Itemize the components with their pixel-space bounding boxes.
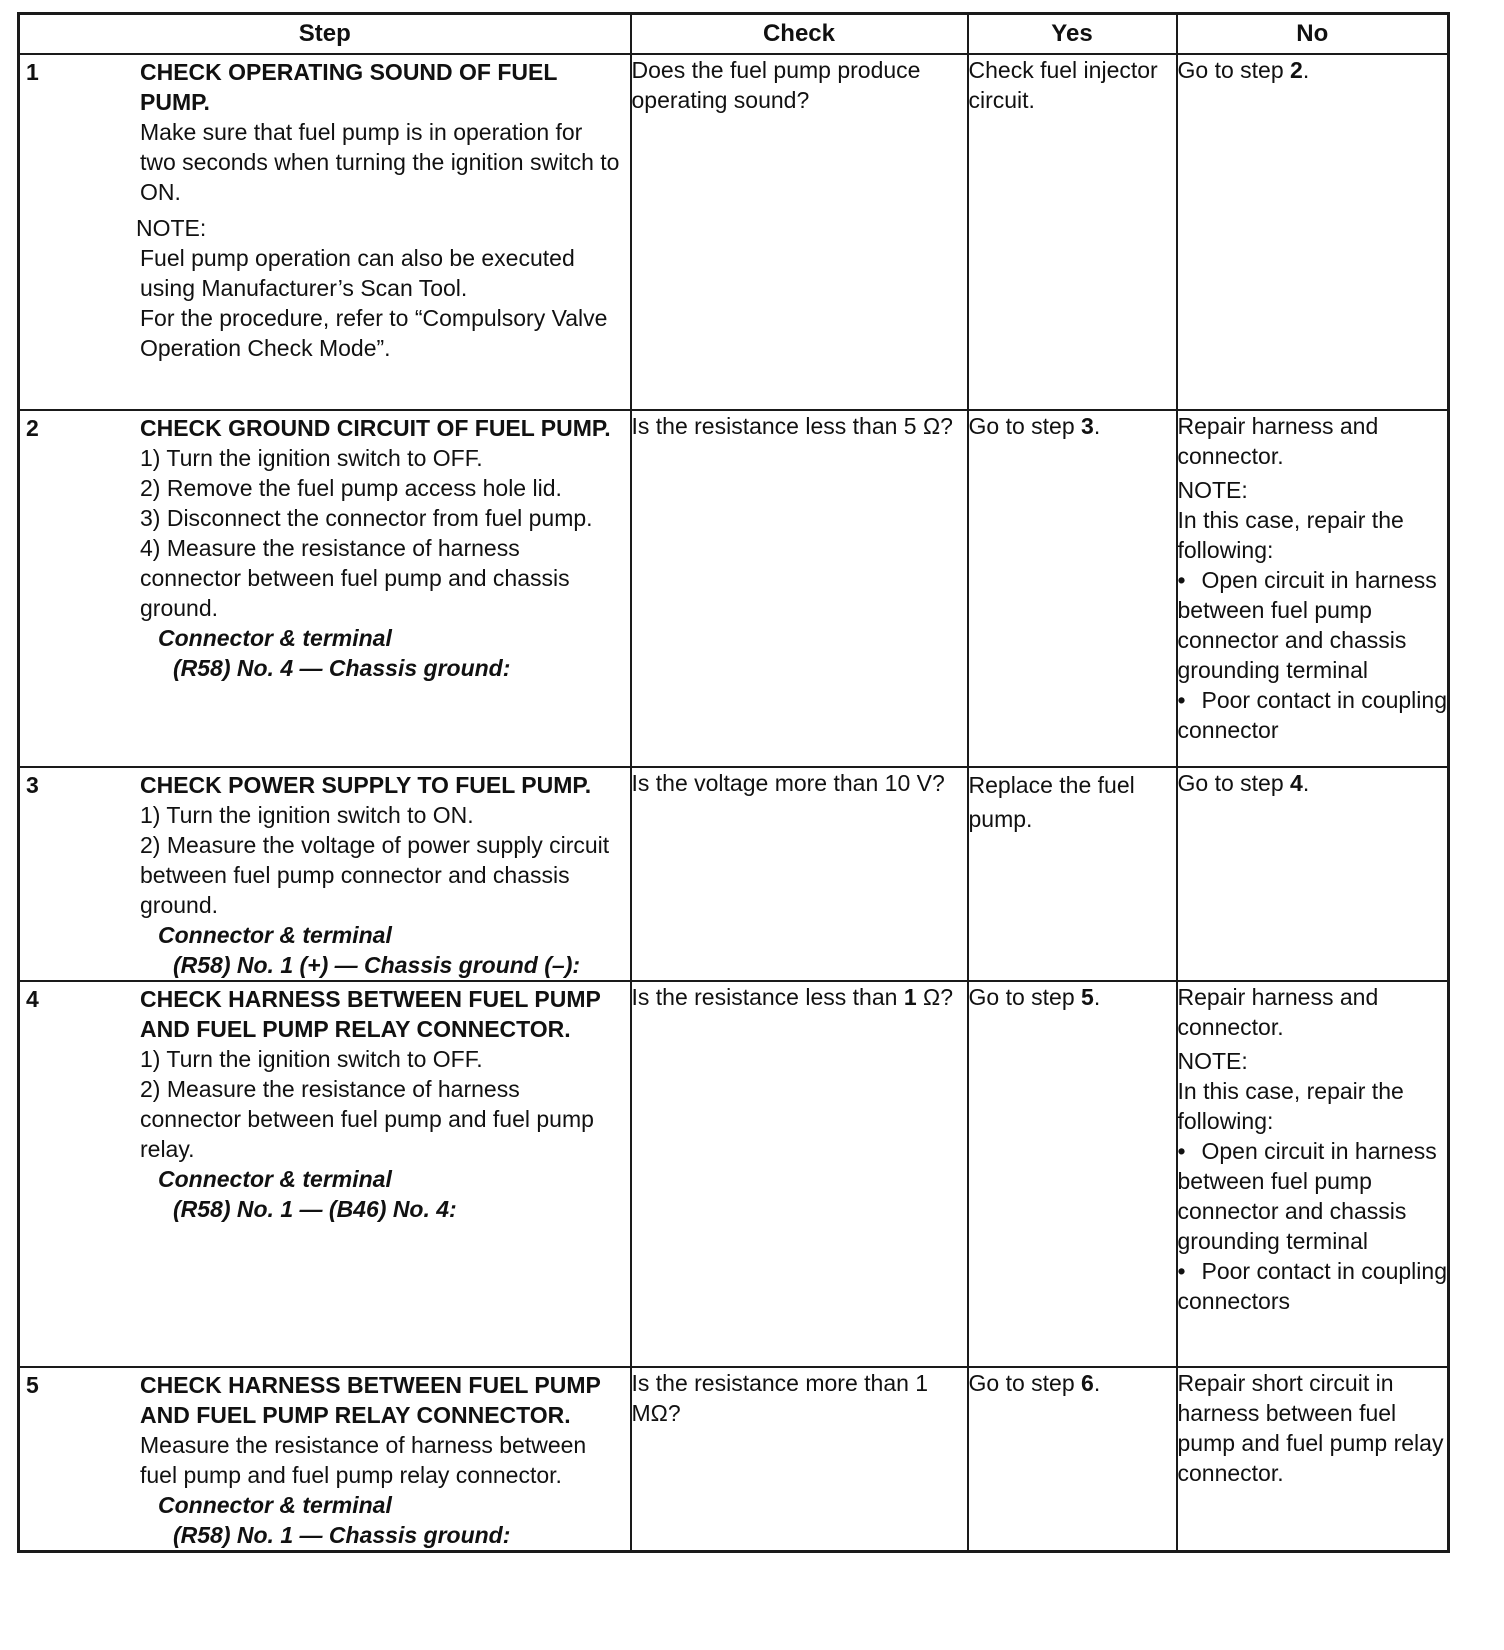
step-number: 3	[26, 772, 39, 798]
procedure-step: 2) Measure the resistance of harness connector between fuel pump and fuel pump relay.	[140, 1076, 594, 1162]
procedure-step: 3) Disconnect the connector from fuel pump.	[140, 505, 593, 531]
yes-cell: Replace the fuel pump.	[968, 767, 1177, 981]
no-cell	[1177, 981, 1449, 1367]
yes-suffix: .	[1093, 413, 1101, 439]
step-title: CHECK GROUND CIRCUIT OF FUEL PUMP.	[140, 415, 611, 441]
note-label: NOTE:	[136, 215, 207, 241]
terminal-spec: (R58) No. 1 — Chassis ground:	[173, 1522, 511, 1548]
step-number: 1	[26, 59, 39, 85]
procedure-step: 1) Turn the ignition switch to OFF.	[140, 1046, 483, 1072]
note-label: NOTE:	[1177, 477, 1248, 503]
table-row	[19, 1367, 1449, 1552]
terminal-spec: (R58) No. 1 — (B46) No. 4:	[173, 1196, 457, 1222]
step-ref: 5	[1081, 984, 1094, 1010]
check-cell	[631, 981, 968, 1367]
note-text: In this case, repair the following:	[1177, 507, 1404, 563]
step-cell	[19, 767, 631, 981]
check-cell: Is the voltage more than 10 V?	[631, 767, 968, 981]
step-cell	[19, 54, 631, 410]
bullet-item	[1178, 685, 1448, 745]
check-cell: Is the resistance less than 5 Ω?	[631, 410, 968, 767]
step-text: Make sure that fuel pump is in operation for two seconds when turning the ignition switch to ON.	[140, 119, 620, 205]
yes-text: Go to step	[968, 984, 1082, 1010]
table-row	[19, 54, 1449, 410]
header-row	[19, 14, 1449, 55]
step-title: CHECK HARNESS BETWEEN FUEL PUMP AND FUEL PUMP RELAY CONNECTOR.	[140, 1372, 601, 1428]
header-yes: Yes	[968, 14, 1177, 55]
bullet-icon: •	[1177, 567, 1186, 593]
step-number: 4	[26, 986, 39, 1012]
step-cell	[19, 981, 631, 1367]
bullet-icon: •	[1177, 1138, 1186, 1164]
no-cell: Repair short circuit in harness between fuel pump and fuel pump relay connector.	[1177, 1367, 1449, 1552]
table-row	[19, 981, 1449, 1367]
note-label: NOTE:	[1177, 1048, 1248, 1074]
yes-cell	[968, 981, 1177, 1367]
bullet-item	[1178, 1136, 1448, 1256]
no-main: Repair harness and connector.	[1177, 413, 1379, 469]
step-ref: 2	[1290, 57, 1303, 83]
step-title: CHECK POWER SUPPLY TO FUEL PUMP.	[140, 772, 592, 798]
procedure-step: 2) Remove the fuel pump access hole lid.	[140, 475, 562, 501]
step-title: CHECK OPERATING SOUND OF FUEL PUMP.	[140, 59, 557, 115]
no-cell	[1177, 410, 1449, 767]
connector-label: Connector & terminal	[158, 625, 392, 651]
bullet-text: Poor contact in coupling connectors	[1177, 1258, 1447, 1314]
bullet-item	[1178, 1256, 1448, 1316]
no-cell	[1177, 54, 1449, 410]
terminal-spec: (R58) No. 1 (+) — Chassis ground (–):	[173, 952, 581, 978]
table-row	[19, 410, 1449, 767]
step-title: CHECK HARNESS BETWEEN FUEL PUMP AND FUEL PUMP RELAY CONNECTOR.	[140, 986, 601, 1042]
diagnostic-table-sheet	[17, 12, 1447, 1614]
note-text: For the procedure, refer to “Compulsory Valve Operation Check Mode”.	[140, 305, 608, 361]
bullet-item	[1178, 565, 1448, 685]
check-suffix: Ω?	[916, 984, 953, 1010]
step-cell	[19, 1367, 631, 1552]
bullet-icon: •	[1177, 687, 1186, 713]
header-step: Step	[19, 14, 631, 55]
yes-text: Go to step	[968, 1370, 1082, 1396]
step-ref: 6	[1081, 1370, 1094, 1396]
no-text: Go to step	[1177, 57, 1291, 83]
header-no: No	[1177, 14, 1449, 55]
table-row	[19, 767, 1449, 981]
step-ref: 4	[1290, 770, 1303, 796]
check-text: Is the resistance less than	[631, 984, 904, 1010]
connector-label: Connector & terminal	[158, 1166, 392, 1192]
step-text: Measure the resistance of harness between fuel pump and fuel pump relay connector.	[140, 1432, 587, 1488]
check-cell: Is the resistance more than 1 MΩ?	[631, 1367, 968, 1552]
no-suffix: .	[1302, 770, 1310, 796]
bullet-text: Open circuit in harness between fuel pump connector and chassis grounding terminal	[1177, 1138, 1437, 1254]
bullet-text: Poor contact in coupling connector	[1177, 687, 1447, 743]
bullet-icon: •	[1177, 1258, 1186, 1284]
note-text: Fuel pump operation can also be executed using Manufacturer’s Scan Tool.	[140, 245, 575, 301]
note-text: In this case, repair the following:	[1177, 1078, 1404, 1134]
yes-cell: Check fuel injector circuit.	[968, 54, 1177, 410]
check-cell: Does the fuel pump produce operating sound?	[631, 54, 968, 410]
connector-label: Connector & terminal	[158, 1492, 392, 1518]
procedure-step: 4) Measure the resistance of harness connector between fuel pump and chassis ground.	[140, 535, 570, 621]
procedure-step: 1) Turn the ignition switch to OFF.	[140, 445, 483, 471]
yes-text: Go to step	[968, 413, 1082, 439]
yes-cell	[968, 410, 1177, 767]
header-check: Check	[631, 14, 968, 55]
procedure-step: 1) Turn the ignition switch to ON.	[140, 802, 474, 828]
procedure-step: 2) Measure the voltage of power supply circuit between fuel pump connector and chassis ground.	[140, 832, 610, 918]
step-number: 2	[26, 415, 39, 441]
check-value: 1	[903, 984, 917, 1010]
no-cell	[1177, 767, 1449, 981]
connector-label: Connector & terminal	[158, 922, 392, 948]
step-number: 5	[26, 1372, 39, 1398]
yes-suffix: .	[1093, 984, 1101, 1010]
step-ref: 3	[1081, 413, 1094, 439]
step-cell	[19, 410, 631, 767]
diagnostic-table	[17, 12, 1450, 1553]
yes-suffix: .	[1093, 1370, 1101, 1396]
no-suffix: .	[1302, 57, 1310, 83]
bullet-text: Open circuit in harness between fuel pump connector and chassis grounding terminal	[1177, 567, 1437, 683]
yes-cell	[968, 1367, 1177, 1552]
terminal-spec: (R58) No. 4 — Chassis ground:	[173, 655, 511, 681]
no-main: Repair harness and connector.	[1177, 984, 1379, 1040]
no-text: Go to step	[1177, 770, 1291, 796]
